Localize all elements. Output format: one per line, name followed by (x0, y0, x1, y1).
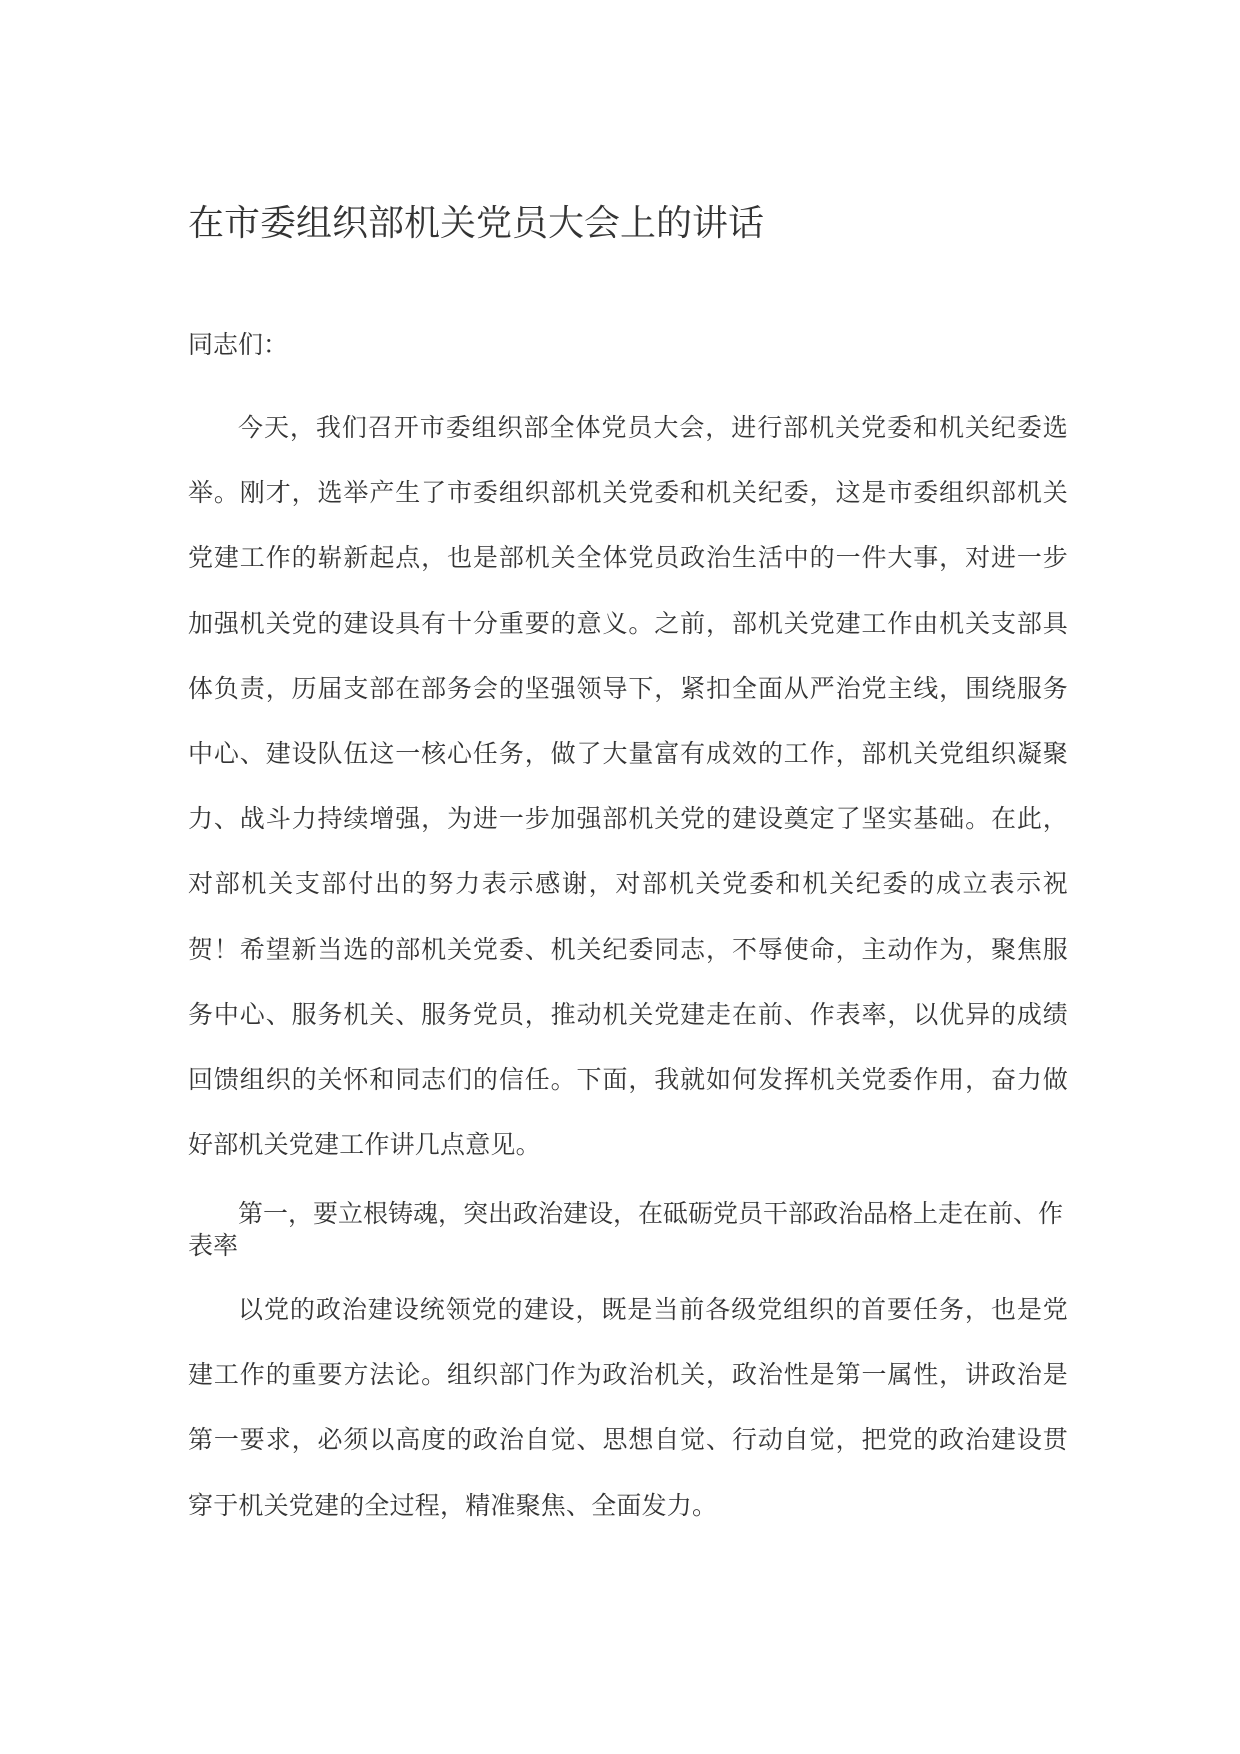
paragraph-opening: 今天，我们召开市委组织部全体党员大会，进行部机关党委和机关纪委选举。刚才，选举产生了市委组织部机关党委和机关纪委，这是市委组织部机关党建工作的崭新起点，也是部机关全体党员政治生活中的一件大事，对进一步加强机关党的建设具有十分重要的意义。之前，部机关党建工作由机关支部具体负责，历届支部在部务会的坚强领导下，紧扣全面从严治党主线，围绕服务中心、建设队伍这一核心任务，做了大量富有成效的工作，部机关党组织凝聚力、战斗力持续增强，为进一步加强部机关党的建设奠定了坚实基础。在此，对部机关支部付出的努力表示感谢，对部机关党委和机关纪委的成立表示祝贺！希望新当选的部机关党委、机关纪委同志，不辱使命，主动作为，聚焦服务中心、服务机关、服务党员，推动机关党建走在前、作表率，以优异的成绩回馈组织的关怀和同志们的信任。下面，我就如何发挥机关党委作用，奋力做好部机关党建工作讲几点意见。 (188, 413, 1068, 1160)
paragraph-political-building: 以党的政治建设统领党的建设，既是当前各级党组织的首要任务，也是党建工作的重要方法论。组织部门作为政治机关，政治性是第一属性，讲政治是第一要求，必须以高度的政治自觉、思想自觉、行动自觉，把党的政治建设贯穿于机关党建的全过程，精准聚焦、全面发力。 (188, 1295, 1068, 1520)
section-heading-first: 第一，要立根铸魂，突出政治建设，在砥砺党员干部政治品格上走在前、作表率 (188, 1199, 1064, 1260)
salutation: 同志们： (188, 330, 289, 359)
document-title: 在市委组织部机关党员大会上的讲话 (188, 203, 765, 244)
